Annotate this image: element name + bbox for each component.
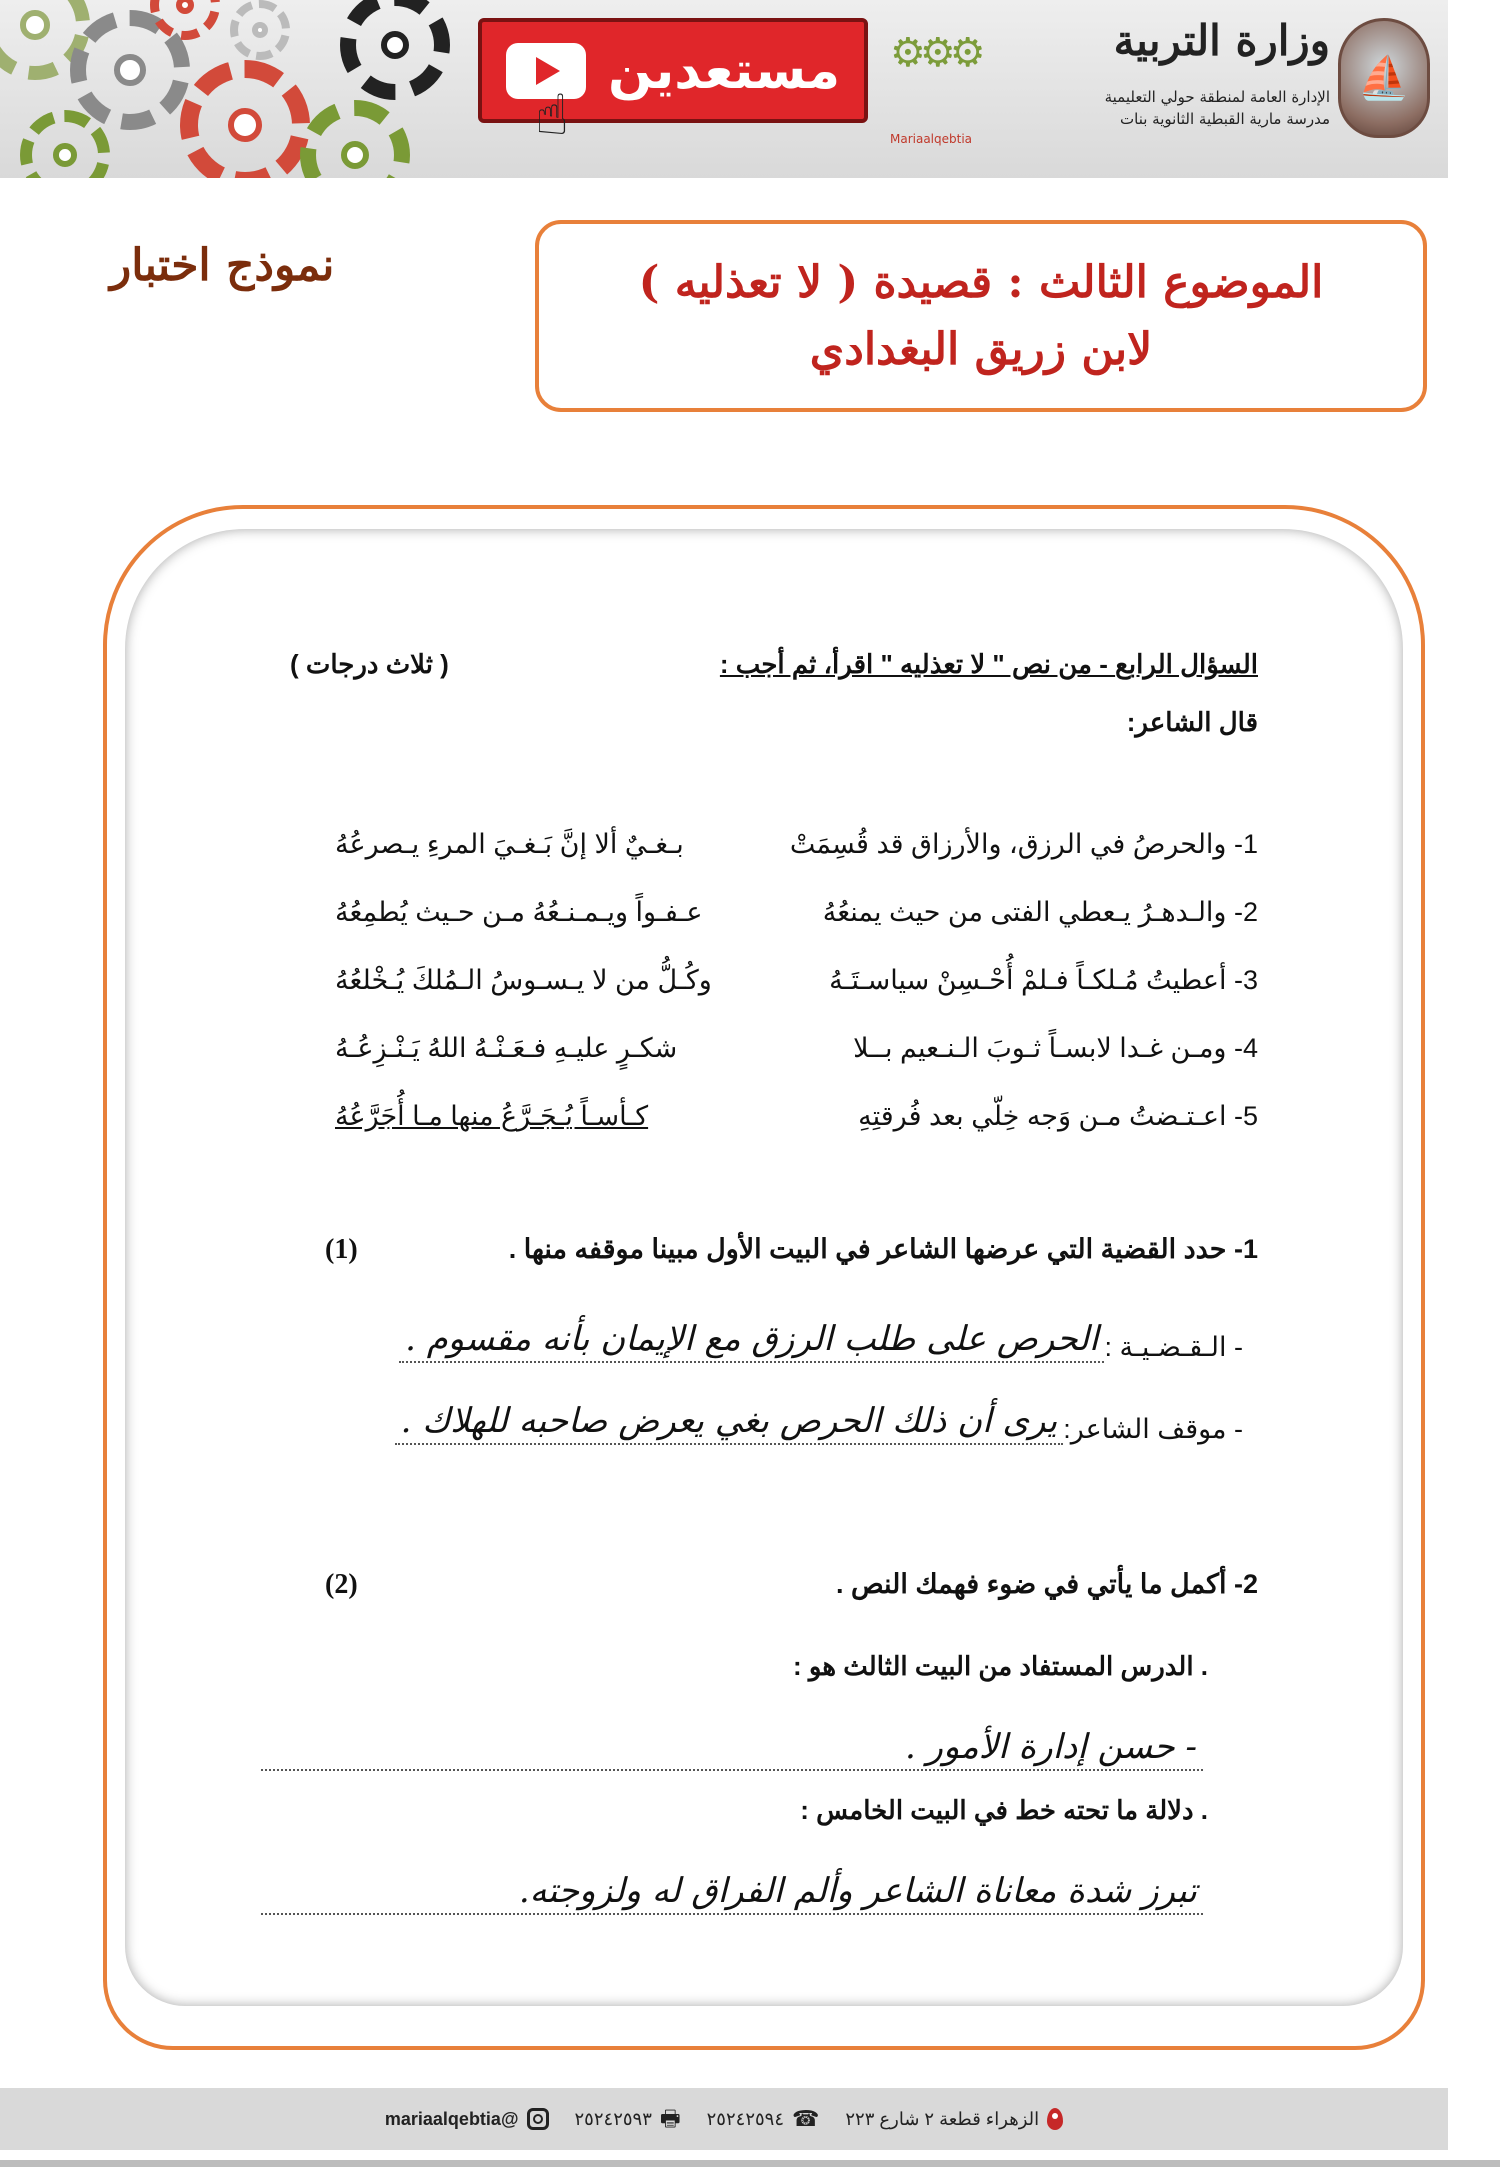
gear-icon: [180, 60, 310, 178]
gear-icon: [300, 100, 410, 178]
verse-first-half: 1- والحرصُ في الرزق، والأرزاق قد قُسِمَتْ: [789, 829, 1258, 859]
phone-text: ٢٥٢٤٢٥٩٤: [706, 2108, 784, 2129]
q2-item-2: . دلالة ما تحته خط في البيت الخامس :: [800, 1795, 1208, 1825]
school-name: مدرسة مارية القبطية الثانوية بنات: [1120, 110, 1330, 128]
question-2-mark: (2): [325, 1569, 358, 1600]
school-latin-name: Mariaalqebtia: [890, 132, 973, 146]
bottom-strip: [0, 2160, 1500, 2167]
gear-cluster-decoration: [0, 0, 470, 178]
verse-first-half: 5- اعـتـضتُ مـن وَجه خِلّي بعد فُرقتِهِ: [858, 1101, 1258, 1131]
question-heading: [720, 649, 1258, 680]
topic-title-box: [535, 220, 1427, 412]
footer-phone[interactable]: [707, 2108, 820, 2130]
topic-title: الموضوع الثالث : قصيدة ( لا تعذليه ): [638, 257, 1324, 308]
model-label: نموذج اختبار: [110, 240, 335, 291]
q2-item-1-answer: - حسن إدارة الأمور .: [261, 1727, 1203, 1771]
ministry-subtitle: الإدارة العامة لمنطقة حولي التعليمية: [1104, 88, 1330, 106]
address-text: الزهراء قطعة ٢ شارع ٢٢٣: [845, 2108, 1040, 2129]
question-1-mark: (1): [325, 1234, 358, 1265]
fax-text: ٢٥٢٤٢٥٩٣: [574, 2108, 652, 2129]
q2-item-1-answer-row: [261, 1727, 1203, 1771]
footer-address: [845, 2108, 1063, 2130]
ministry-title: وزارة التربية: [1113, 16, 1330, 65]
pointer-hand-icon: ☝: [535, 83, 570, 148]
footer-bar: [0, 2088, 1448, 2150]
verse-first-half: 3- أعطيتُ مُـلكـاً فـلمْ أُحْـسِنْ سياسـتَـهُ: [829, 965, 1258, 995]
stance-answer: يرى أن ذلك الحرص بغي يعرض صاحبه للهلاك .: [395, 1401, 1064, 1445]
footer-fax: [575, 2108, 681, 2130]
printer-icon: 🖶: [659, 2106, 681, 2131]
q2-item-2-answer-row: [261, 1871, 1203, 1915]
gear-icon: [230, 0, 290, 60]
verse-second-half-underlined: كـأسـاً يُـجَـرَّعُ منها مـا أُجَرَّعُهُ: [335, 1101, 649, 1131]
q2-item-1: . الدرس المستفاد من البيت الثالث هو :: [793, 1651, 1208, 1681]
header-band: [0, 0, 1448, 178]
kuwait-emblem-icon: ⛵: [1338, 18, 1430, 138]
question-grade: ( ثلاث درجات ): [290, 649, 449, 679]
verse-second-half: وكُـلُّ من لا يـسـوسُ الـمُلكَ يُـخْلعُهُ: [335, 965, 712, 995]
stance-label: - موقف الشاعر:: [1063, 1414, 1243, 1444]
issue-answer: الحرص على طلب الرزق مع الإيمان بأنه مقسوم .: [399, 1319, 1104, 1363]
verse-first-half: 2- والـدهـرُ يـعطي الفتى من حيث يمنعُهُ: [822, 897, 1258, 927]
verse-second-half: عـفـواً ويـمـنـعُهُ مـن حـيث يُطمِعُهُ: [335, 897, 703, 927]
location-pin-icon: [1047, 2108, 1063, 2130]
topic-author: لابن زريق البغدادي: [809, 324, 1153, 375]
footer-instagram[interactable]: [385, 2108, 549, 2130]
question-number: السؤال الرابع: [1115, 649, 1258, 679]
poet-said-label: قال الشاعر:: [1126, 707, 1258, 737]
issue-label: - الـقـضـيـة :: [1104, 1332, 1243, 1362]
phone-icon: ☎: [791, 2106, 820, 2131]
question-1-text: 1- حدد القضية التي عرضها الشاعر في البيت الأول مبينا موقفه منها .: [508, 1234, 1258, 1264]
instagram-handle: @mariaalqebtia: [384, 2108, 519, 2129]
q2-item-2-answer: تبرز شدة معاناة الشاعر وألم الفراق له ولزوجته.: [261, 1871, 1203, 1915]
stance-answer-row: [395, 1401, 1243, 1445]
verse-second-half: بـغـيٌ ألا إنَّ بَـغـيَ المرءِ يـصرعُهُ: [335, 829, 684, 859]
gears-logo-icon: ⚙⚙⚙: [890, 30, 980, 76]
promo-text: مستعدين: [607, 40, 841, 101]
verse-second-half: شكـرٍ عليـهِ فـعَـنْـهُ اللهُ يَـنْـزِعُـهُ: [335, 1033, 678, 1063]
exam-card: [103, 505, 1425, 2050]
issue-answer-row: [399, 1319, 1243, 1363]
gear-icon: [340, 0, 450, 100]
question-2-text: 2- أكمل ما يأتي في ضوء فهمك النص .: [835, 1569, 1258, 1599]
ministry-logo-block: [880, 10, 1440, 170]
exam-inner-panel: [125, 529, 1403, 2006]
instagram-icon: [527, 2108, 549, 2130]
question-instruction: - من نص " لا تعذليه " اقرأ، ثم أجب :: [719, 649, 1116, 679]
verse-first-half: 4- ومـن غـدا لابسـاً ثـوبَ الـنـعيم بــلا: [853, 1033, 1258, 1063]
